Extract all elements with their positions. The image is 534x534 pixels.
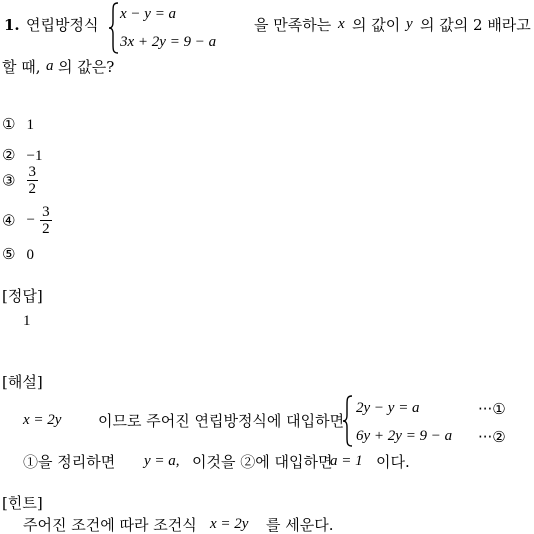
hint-heading: [힌트] [2, 494, 43, 512]
system-eq1: x − y = a [120, 6, 177, 22]
hint-eq: x = 2y [210, 516, 249, 532]
choice-2[interactable] [2, 145, 43, 165]
problem-text3: 의 값의 2 배라고 [420, 16, 531, 34]
choice-value: −1 [26, 148, 43, 164]
choice-marker: ③ [2, 171, 16, 190]
choice-marker: ① [2, 115, 16, 133]
solution-line3-a: ①을 정리하면 [23, 453, 116, 471]
system-eq2: 3x + 2y = 9 − a [120, 34, 217, 50]
choice-5[interactable] [2, 244, 34, 264]
solution-line1-text: 이므로 주어진 연립방정식에 대입하면 [98, 412, 345, 430]
answer-heading: [정답] [2, 287, 43, 305]
fraction-denominator: 2 [42, 221, 50, 237]
choice-3[interactable] [2, 164, 38, 197]
solution-line3-b: 이것을 ②에 대입하면 [192, 453, 333, 471]
system-brace [108, 2, 120, 54]
solution-system-brace [342, 395, 354, 447]
problem-var-x: x [338, 16, 345, 32]
solution-heading: [해설] [2, 373, 43, 391]
solution-line1-eq: x = 2y [23, 412, 62, 428]
solution-sys-eq2: 6y + 2y = 9 − a [356, 428, 453, 444]
problem-var-a: a [46, 58, 54, 74]
fraction-numerator: 3 [28, 164, 37, 180]
problem-text2: 의 값이 [352, 16, 401, 34]
choice-fraction [40, 204, 52, 237]
solution-sys-eq1-mark: ···① [478, 400, 506, 418]
problem-line2-a: 할 때, [2, 58, 41, 76]
solution-sys-eq1: 2y − y = a [356, 400, 420, 416]
solution-line3-c: 이다. [376, 453, 410, 471]
choice-4[interactable] [2, 204, 52, 237]
solution-line3-eq: y = a, [144, 453, 180, 469]
choice-marker: ⑤ [2, 245, 16, 263]
problem-var-y: y [406, 16, 413, 32]
fraction-numerator: 3 [42, 204, 50, 220]
problem-line2-b: 의 값은? [58, 58, 115, 76]
solution-sys-eq2-mark: ···② [478, 428, 506, 446]
choice-value: 1 [26, 117, 35, 133]
choice-marker: ② [2, 146, 16, 164]
problem-intro: 연립방정식 [26, 16, 99, 34]
solution-line3-eq2: a = 1 [330, 453, 363, 469]
answer-value: 1 [23, 313, 31, 329]
problem-number: 1. [4, 16, 20, 34]
hint-text-b: 를 세운다. [266, 516, 334, 534]
choice-fraction [27, 164, 39, 197]
choice-1[interactable] [2, 114, 34, 134]
choice-marker: ④ [2, 211, 16, 230]
fraction-denominator: 2 [28, 181, 37, 197]
problem-text1: 을 만족하는 [254, 16, 332, 34]
hint-text-a: 주어진 조건에 따라 조건식 [23, 516, 197, 534]
choice-sign: − [26, 212, 36, 228]
choice-value: 0 [26, 247, 35, 263]
